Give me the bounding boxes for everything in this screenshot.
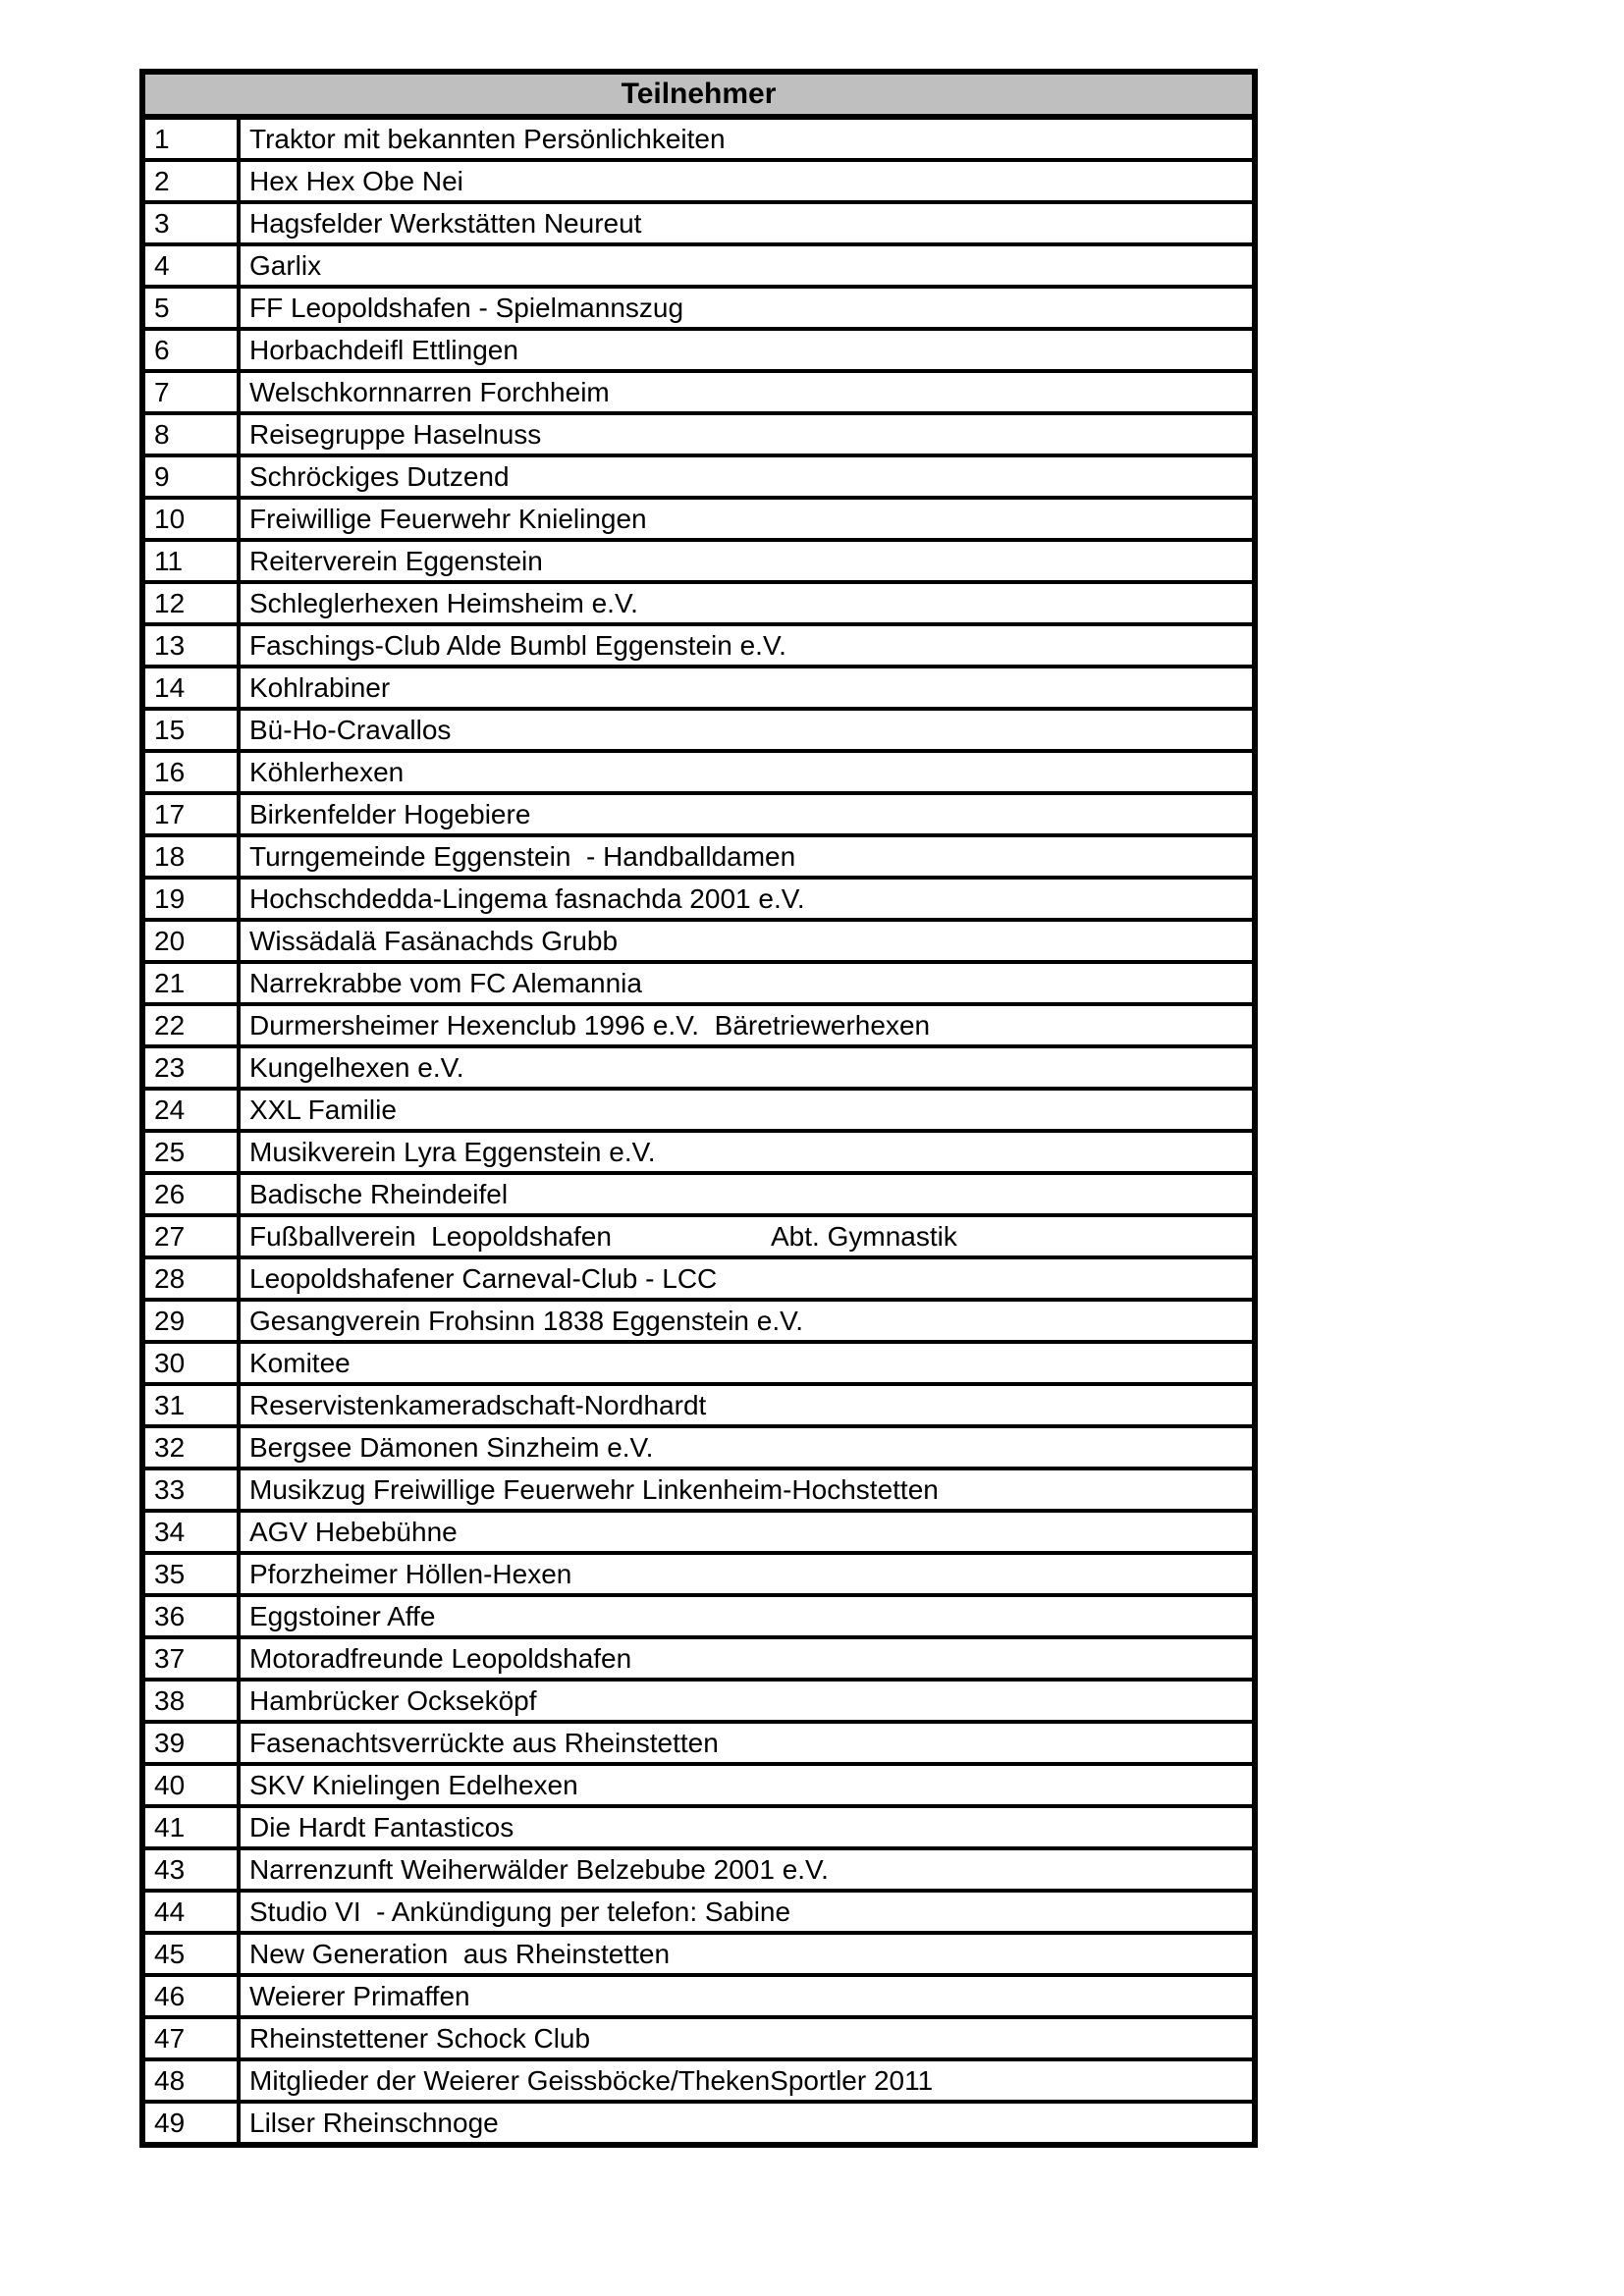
row-name-text: Rheinstettener Schock Club <box>249 2022 591 2054</box>
row-name-text: Komitee <box>249 1347 351 1378</box>
table-row <box>142 244 1255 287</box>
row-number-cell: 48 <box>142 2059 239 2102</box>
row-number-cell: 38 <box>142 1680 239 1722</box>
table-row <box>142 920 1255 962</box>
row-name-text: Horbachdeifl Ettlingen <box>249 334 518 365</box>
row-number-cell: 9 <box>142 455 239 498</box>
row-name-text: Schleglerhexen Heimsheim e.V. <box>249 587 638 618</box>
row-name-cell <box>239 202 1255 244</box>
row-name-text: Reiterverein Eggenstein <box>249 545 543 576</box>
table-row <box>142 1257 1255 1300</box>
table-row <box>142 1004 1255 1046</box>
row-number-cell: 25 <box>142 1131 239 1173</box>
row-name-text: Pforzheimer Höllen-Hexen <box>249 1558 572 1589</box>
row-name-text: Fasenachtsverrückte aus Rheinstetten <box>249 1727 719 1758</box>
row-name-text: Reservistenkameradschaft-Nordhardt <box>249 1389 707 1420</box>
row-number-cell: 4 <box>142 244 239 287</box>
row-number-cell: 28 <box>142 1257 239 1300</box>
row-name-cell <box>239 1680 1255 1722</box>
table-row <box>142 1300 1255 1342</box>
row-number-cell: 27 <box>142 1215 239 1257</box>
row-number-cell: 37 <box>142 1637 239 1680</box>
row-name-text: Hochschdedda-Lingema fasnachda 2001 e.V. <box>249 882 805 914</box>
row-number-cell: 2 <box>142 160 239 202</box>
table-row <box>142 2017 1255 2059</box>
row-name-cell <box>239 1089 1255 1131</box>
table-row <box>142 1173 1255 1215</box>
row-name-text: Eggstoiner Affe <box>249 1600 436 1631</box>
row-name-text: Turngemeinde Eggenstein - Handballdamen <box>249 840 796 872</box>
row-name-cell <box>239 582 1255 624</box>
row-name-text: Die Hardt Fantasticos <box>249 1811 514 1842</box>
table-row <box>142 329 1255 371</box>
table-row <box>142 287 1255 329</box>
row-name-cell <box>239 1553 1255 1595</box>
row-name-text: Narrenzunft Weiherwälder Belzebube 2001 e.V. <box>249 1853 829 1885</box>
row-number-cell: 1 <box>142 117 239 160</box>
row-name-cell <box>239 1806 1255 1848</box>
row-number-cell: 46 <box>142 1975 239 2017</box>
row-name-cell <box>239 2059 1255 2102</box>
row-name-cell <box>239 1722 1255 1764</box>
table-row <box>142 1848 1255 1891</box>
row-name-cell <box>239 1468 1255 1511</box>
row-name-cell <box>239 667 1255 709</box>
row-name-cell <box>239 413 1255 455</box>
row-name-cell <box>239 709 1255 751</box>
row-number-cell: 33 <box>142 1468 239 1511</box>
row-name-cell <box>239 920 1255 962</box>
table-row <box>142 1553 1255 1595</box>
row-name-text: Birkenfelder Hogebiere <box>249 798 531 829</box>
table-row <box>142 1384 1255 1426</box>
table-row <box>142 413 1255 455</box>
table-row <box>142 835 1255 878</box>
table-row <box>142 1933 1255 1975</box>
row-number-cell: 13 <box>142 624 239 667</box>
row-name-text: AGV Hebebühne <box>249 1516 458 1547</box>
table-row <box>142 1468 1255 1511</box>
row-name-cell <box>239 498 1255 540</box>
row-name-text: Gesangverein Frohsinn 1838 Eggenstein e.V. <box>249 1305 804 1336</box>
row-number-cell: 17 <box>142 793 239 835</box>
row-number-cell: 20 <box>142 920 239 962</box>
row-name-cell <box>239 1215 1255 1257</box>
row-number-cell: 15 <box>142 709 239 751</box>
row-number-cell: 21 <box>142 962 239 1004</box>
participants-table <box>139 69 1258 2148</box>
row-name-cell <box>239 1131 1255 1173</box>
row-number-cell: 7 <box>142 371 239 413</box>
row-name-cell <box>239 1004 1255 1046</box>
table-row <box>142 160 1255 202</box>
table-row <box>142 1511 1255 1553</box>
row-name-cell <box>239 540 1255 582</box>
row-number-cell: 30 <box>142 1342 239 1384</box>
row-name-text: Fußballverein Leopoldshafen <box>249 1220 612 1252</box>
table-row <box>142 1046 1255 1089</box>
row-number-cell: 16 <box>142 751 239 793</box>
row-name-text: Reisegruppe Haselnuss <box>249 418 542 450</box>
table-row <box>142 1975 1255 2017</box>
row-name-cell <box>239 1173 1255 1215</box>
table-row <box>142 1215 1255 1257</box>
row-name-text: Freiwillige Feuerwehr Knielingen <box>249 503 647 534</box>
row-name-extra: Abt. Gymnastik <box>771 1220 957 1252</box>
row-number-cell: 31 <box>142 1384 239 1426</box>
row-name-text: Musikverein Lyra Eggenstein e.V. <box>249 1136 656 1167</box>
row-name-text: Weierer Primaffen <box>249 1980 470 2011</box>
row-name-text: Leopoldshafener Carneval-Club - LCC <box>249 1262 718 1294</box>
header-row <box>142 72 1255 117</box>
row-name-cell <box>239 371 1255 413</box>
table-row <box>142 751 1255 793</box>
table-row <box>142 1637 1255 1680</box>
table-row <box>142 1342 1255 1384</box>
row-name-cell <box>239 160 1255 202</box>
row-name-cell <box>239 751 1255 793</box>
table-row <box>142 202 1255 244</box>
row-name-cell <box>239 244 1255 287</box>
row-number-cell: 39 <box>142 1722 239 1764</box>
row-name-cell <box>239 1300 1255 1342</box>
row-name-cell <box>239 117 1255 160</box>
row-name-text: Schröckiges Dutzend <box>249 460 510 492</box>
row-name-text: New Generation aus Rheinstetten <box>249 1938 671 1969</box>
table-row <box>142 117 1255 160</box>
row-name-cell <box>239 329 1255 371</box>
row-number-cell: 3 <box>142 202 239 244</box>
row-number-cell: 36 <box>142 1595 239 1637</box>
row-name-text: Hagsfelder Werkstätten Neureut <box>249 207 642 239</box>
row-name-cell <box>239 624 1255 667</box>
row-name-cell <box>239 1975 1255 2017</box>
table-row <box>142 2059 1255 2102</box>
table-row <box>142 1806 1255 1848</box>
row-number-cell: 23 <box>142 1046 239 1089</box>
row-number-cell: 22 <box>142 1004 239 1046</box>
row-number-cell: 43 <box>142 1848 239 1891</box>
row-name-cell <box>239 1046 1255 1089</box>
table-row <box>142 709 1255 751</box>
row-name-cell <box>239 835 1255 878</box>
row-number-cell: 41 <box>142 1806 239 1848</box>
row-name-text: FF Leopoldshafen - Spielmannszug <box>249 292 684 323</box>
row-number-cell: 14 <box>142 667 239 709</box>
row-name-text: Mitglieder der Weierer Geissböcke/ThekenSportler 2011 <box>249 2064 934 2096</box>
row-name-text: SKV Knielingen Edelhexen <box>249 1769 578 1800</box>
row-number-cell: 18 <box>142 835 239 878</box>
row-name-text: Narrekrabbe vom FC Alemannia <box>249 967 642 998</box>
table-body <box>142 117 1255 2145</box>
row-name-text: Welschkornnarren Forchheim <box>249 376 610 407</box>
row-name-cell <box>239 793 1255 835</box>
table-row <box>142 793 1255 835</box>
row-name-text: Kungelhexen e.V. <box>249 1051 464 1083</box>
row-name-cell <box>239 287 1255 329</box>
table-row <box>142 455 1255 498</box>
row-name-cell <box>239 455 1255 498</box>
row-number-cell: 8 <box>142 413 239 455</box>
table-row <box>142 624 1255 667</box>
row-name-text: Studio VI - Ankündigung per telefon: Sabine <box>249 1896 791 1927</box>
row-number-cell: 11 <box>142 540 239 582</box>
row-number-cell: 29 <box>142 1300 239 1342</box>
row-name-cell <box>239 1257 1255 1300</box>
row-name-cell <box>239 1384 1255 1426</box>
table-row <box>142 1722 1255 1764</box>
table-row <box>142 1891 1255 1933</box>
table-row <box>142 540 1255 582</box>
table-row <box>142 1680 1255 1722</box>
table-row <box>142 667 1255 709</box>
row-name-text: Hex Hex Obe Nei <box>249 165 463 196</box>
row-name-cell <box>239 1342 1255 1384</box>
row-name-cell <box>239 1511 1255 1553</box>
row-name-cell <box>239 1848 1255 1891</box>
row-name-cell <box>239 1637 1255 1680</box>
table-row <box>142 1426 1255 1468</box>
table-row <box>142 2102 1255 2145</box>
row-number-cell: 44 <box>142 1891 239 1933</box>
table-row <box>142 1764 1255 1806</box>
row-name-text: Garlix <box>249 249 322 281</box>
table-row <box>142 582 1255 624</box>
row-name-text: Bergsee Dämonen Sinzheim e.V. <box>249 1431 654 1463</box>
row-number-cell: 10 <box>142 498 239 540</box>
row-name-cell <box>239 2017 1255 2059</box>
row-name-text: Köhlerhexen <box>249 756 405 787</box>
row-number-cell: 47 <box>142 2017 239 2059</box>
row-name-text: Traktor mit bekannten Persönlichkeiten <box>249 123 726 154</box>
row-number-cell: 49 <box>142 2102 239 2145</box>
row-number-cell: 5 <box>142 287 239 329</box>
row-number-cell: 26 <box>142 1173 239 1215</box>
table-row <box>142 878 1255 920</box>
row-number-cell: 40 <box>142 1764 239 1806</box>
row-number-cell: 19 <box>142 878 239 920</box>
row-name-text: Hambrücker Ockseköpf <box>249 1684 537 1716</box>
row-number-cell: 32 <box>142 1426 239 1468</box>
row-number-cell: 45 <box>142 1933 239 1975</box>
row-name-text: Wissädalä Fasänachds Grubb <box>249 925 619 956</box>
row-name-cell <box>239 1595 1255 1637</box>
row-number-cell: 12 <box>142 582 239 624</box>
row-name-text: Musikzug Freiwillige Feuerwehr Linkenheim-Hochstetten <box>249 1473 939 1505</box>
row-name-cell <box>239 1764 1255 1806</box>
row-name-text: Motoradfreunde Leopoldshafen <box>249 1642 632 1674</box>
row-number-cell: 34 <box>142 1511 239 1553</box>
table-title: Teilnehmer <box>142 72 1255 117</box>
table-row <box>142 1131 1255 1173</box>
row-name-cell <box>239 1933 1255 1975</box>
row-name-text: Lilser Rheinschnoge <box>249 2107 499 2138</box>
row-name-cell <box>239 2102 1255 2145</box>
table-row <box>142 498 1255 540</box>
row-number-cell: 6 <box>142 329 239 371</box>
table-row <box>142 1595 1255 1637</box>
row-name-cell <box>239 962 1255 1004</box>
row-name-cell <box>239 1891 1255 1933</box>
row-name-text: Kohlrabiner <box>249 671 391 703</box>
row-name-text: XXL Familie <box>249 1094 397 1125</box>
row-name-text: Badische Rheindeifel <box>249 1178 509 1209</box>
row-name-text: Faschings-Club Alde Bumbl Eggenstein e.V. <box>249 629 786 661</box>
row-name-text: Durmersheimer Hexenclub 1996 e.V. Bäretriewerhexen <box>249 1009 931 1041</box>
table-row <box>142 371 1255 413</box>
table-row <box>142 962 1255 1004</box>
row-number-cell: 35 <box>142 1553 239 1595</box>
row-name-cell <box>239 878 1255 920</box>
table-row <box>142 1089 1255 1131</box>
row-name-text: Bü-Ho-Cravallos <box>249 714 452 745</box>
row-number-cell: 24 <box>142 1089 239 1131</box>
row-name-cell <box>239 1426 1255 1468</box>
